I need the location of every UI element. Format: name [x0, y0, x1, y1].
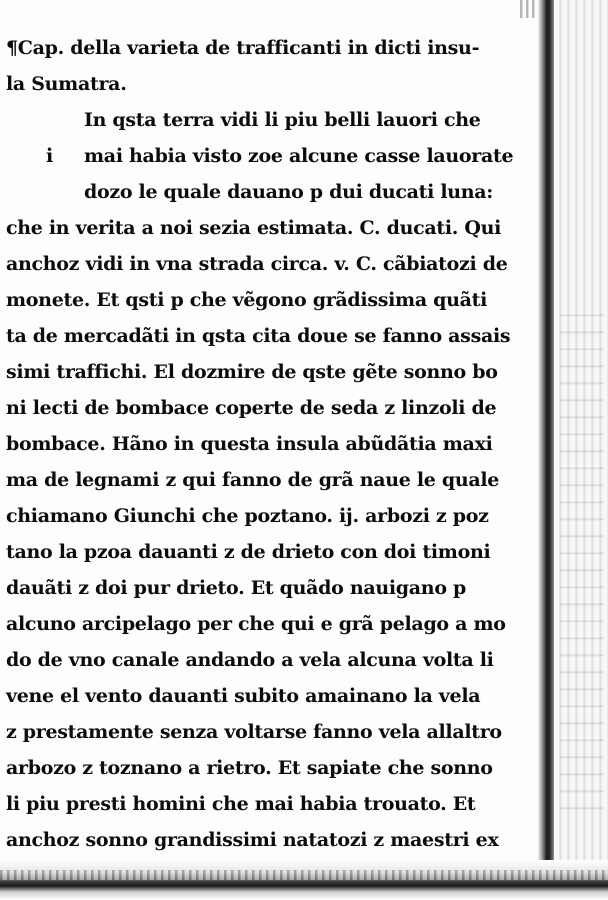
text-line-content: dauãti z doi pur drieto. Et quãdo nauigano p [6, 577, 466, 599]
text-line-content: bombace. Hãno in questa insula abũdãtia maxi [6, 433, 493, 455]
heading-line-2 [6, 66, 526, 102]
text-line [6, 354, 526, 390]
text-line-content: alcuno arcipelago per che qui e grã pelago a mo [6, 613, 506, 635]
text-line-content: arbozo z toznano a rietro. Et sapiate che sonno [6, 757, 493, 779]
text-line-content: do de vno canale andando a vela alcuna volta li [6, 649, 494, 671]
text-line-content: simi traffichi. El dozmire de qste gẽte sonno bo [6, 361, 498, 383]
text-line [6, 822, 526, 858]
text-line [6, 534, 526, 570]
heading-text-2: la Sumatra. [6, 73, 127, 95]
text-line-content: ni lecti de bombace coperte de seda z linzoli de [6, 397, 497, 419]
text-line [6, 210, 526, 246]
text-line [6, 246, 526, 282]
text-line [6, 750, 526, 786]
text-line [6, 318, 526, 354]
text-line [6, 390, 526, 426]
text-line-content: che in verita a noi sezia estimata. C. ducati. Qui [6, 217, 502, 239]
text-line [6, 570, 526, 606]
text-line [6, 498, 526, 534]
text-line-content: z prestamente senza voltarse fanno vela allaltro [6, 721, 502, 743]
text-line [6, 714, 526, 750]
heading-line-1 [6, 30, 526, 66]
text-line-content: mai habia visto zoe alcune casse lauorate [84, 145, 514, 167]
text-line-content: ma de legnami z qui fanno de grã naue le quale [6, 469, 500, 491]
text-line-content: li piu presti homini che mai habia trouato. Et [6, 793, 476, 815]
text-line [6, 282, 526, 318]
text-block [6, 30, 526, 894]
text-line-content: dozo le quale dauano p dui ducati luna: [84, 181, 494, 203]
bottom-scan-fringe [0, 870, 608, 880]
page-edge-texture [560, 300, 604, 820]
text-line-content: vene el vento dauanti subito amainano la vela [6, 685, 481, 707]
text-line [6, 642, 526, 678]
text-line [6, 462, 526, 498]
text-line [6, 102, 526, 138]
text-line [6, 606, 526, 642]
text-line-content: monete. Et qsti p che vẽgono grãdissima quãti [6, 289, 488, 311]
text-line [6, 786, 526, 822]
text-line [6, 174, 526, 210]
book-gutter [538, 0, 554, 900]
text-line-content: anchoz sonno grandissimi natatozi z maestri ex [6, 829, 499, 851]
bottom-scan-edge [0, 860, 608, 900]
text-line-content: In qsta terra vidi li piu belli lauori che [84, 109, 481, 131]
text-line [6, 678, 526, 714]
heading-text-1: ¶Cap. della varieta de trafficanti in dicti insu- [6, 37, 480, 59]
margin-note: i [46, 145, 53, 167]
text-line-content: tano la pzoa dauanti z de drieto con doi timoni [6, 541, 491, 563]
text-line-content: ta de mercadãti in qsta cita doue se fanno assais [6, 325, 511, 347]
text-line-content: chiamano Giunchi che poztano. ij. arbozi z poz [6, 505, 489, 527]
text-line-content: anchoz vidi in vna strada circa. v. C. cãbiatozi de [6, 253, 508, 275]
text-line [6, 138, 526, 174]
text-line [6, 426, 526, 462]
